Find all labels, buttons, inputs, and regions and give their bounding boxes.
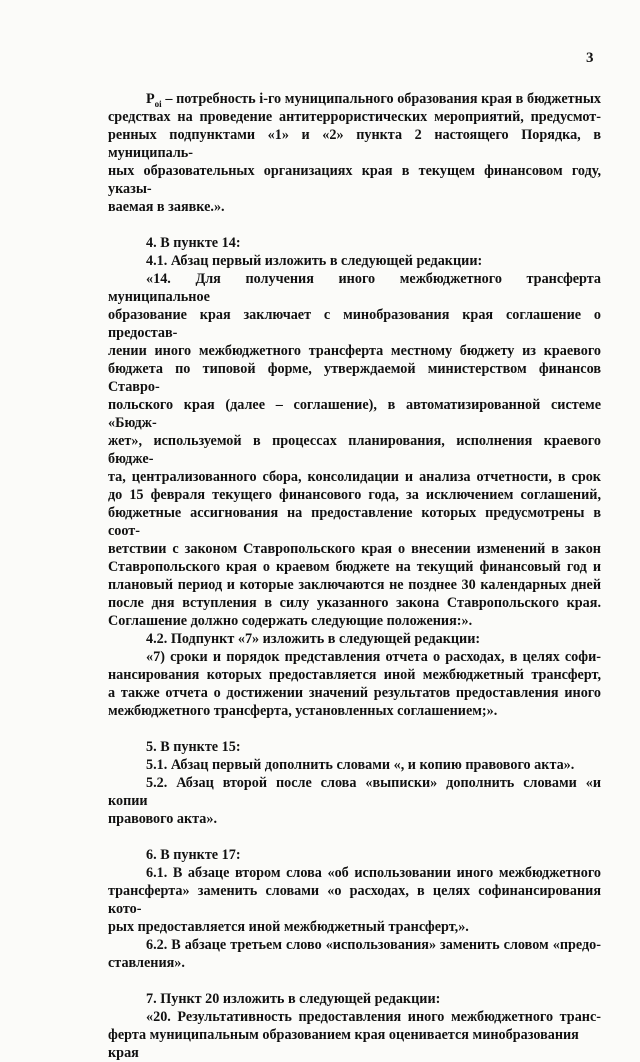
text-line: межбюджетного трансферта, установленных соглашением;». [108,703,498,719]
text-line: 6.2. В абзаце третьем слово «использования» заменить словом «предо- [146,937,601,953]
text-line: нансирования которых предоставляется иной межбюджетный трансферт, [108,667,601,683]
paragraph [108,846,601,864]
text-line: ренных подпунктами «1» и «2» пункта 2 настоящего Порядка, в муниципаль- [108,127,601,161]
text-line: средствах на проведение антитеррористических мероприятий, предусмот- [108,109,601,125]
paragraph-gap [108,828,601,846]
text-line: 5. В пункте 15: [146,739,241,755]
text-line: лении иного межбюджетного трансферта местному бюджету из краевого [108,343,601,359]
text-line: 5.2. Абзац второй после слова «выписки» дополнить словами «и копии [108,775,601,809]
paragraph [108,270,601,630]
document-body [108,90,601,1062]
text-line: «20. Результативность предоставления иного межбюджетного транс- [146,1009,601,1025]
text-line: ставления». [108,955,185,971]
paragraph-gap [108,972,601,990]
text-line: «7) сроки и порядок представления отчета о расходах, в целях софи- [146,649,601,665]
page-number: 3 [586,50,594,66]
text-line [108,90,601,108]
text-line: Ставропольского края о краевом бюджете на текущий финансовый год и [108,559,601,575]
text-line: 6.1. В абзаце втором слова «об использовании иного межбюджетного [146,865,601,881]
paragraph [108,234,601,252]
text-line: Соглашение должно содержать следующие положения:». [108,613,473,629]
paragraph [108,756,601,774]
text-line: а также отчета о достижении значений результатов предоставления иного [108,685,601,701]
text-line: ветствии с законом Ставропольского края о внесении изменений в закон [108,541,601,557]
text-line: 4. В пункте 14: [146,235,241,251]
text-line: «14. Для получения иного межбюджетного трансферта муниципальное [108,271,601,305]
text-line: жет», используемой в процессах планирования, исполнения краевого бюдже- [108,433,601,467]
text-span: – потребность i-го муниципального образования края в бюджетных [161,91,601,107]
paragraph [108,252,601,270]
paragraph [108,774,601,828]
paragraph [108,630,601,648]
text-line: ных образовательных организациях края в текущем финансовом году, указы- [108,163,601,197]
text-line: 7. Пункт 20 изложить в следующей редакции: [146,991,441,1007]
text-line: правового акта». [108,811,217,827]
paragraph [108,936,601,972]
paragraph [108,990,601,1008]
text-line: бюджета по типовой форме, утверждаемой министерством финансов Ставро- [108,361,601,395]
text-line: 5.1. Абзац первый дополнить словами «, и копию правового акта». [146,757,575,773]
text-line: ферта муниципальным образованием края оценивается минобразования края [108,1027,579,1061]
text-line: польского края (далее – соглашение), в автоматизированной системе «Бюдж- [108,397,601,431]
paragraph [108,864,601,936]
paragraph [108,648,601,720]
paragraph-gap [108,720,601,738]
text-line: плановый период и которые заключаются не позднее 30 календарных дней [108,577,601,593]
text-line: 6. В пункте 17: [146,847,241,863]
paragraph [108,1008,601,1062]
text-line: 4.1. Абзац первый изложить в следующей редакции: [146,253,483,269]
paragraph-gap [108,216,601,234]
text-line: до 15 февраля текущего финансового года, за исключением соглашений, [108,487,601,503]
text-line: трансферта» заменить словами «о расходах, в целях софинансирования кото- [108,883,601,917]
text-line: ваемая в заявке.». [108,199,225,215]
text-line: бюджетные ассигнования на предоставление которых предусмотрены в соот- [108,505,601,539]
text-line: та, централизованного сбора, консолидации и анализа отчетности, в срок [108,469,601,485]
text-line: рых предоставляется иной межбюджетный трансферт,». [108,919,469,935]
text-line: 4.2. Подпункт «7» изложить в следующей редакции: [146,631,481,647]
text-line: образование края заключает с минобразования края соглашение о предостав- [108,307,601,341]
variable-subscript: oi [154,98,162,109]
paragraph [108,738,601,756]
paragraph [108,90,601,216]
text-line: после дня вступления в силу указанного закона Ставропольского края. [108,595,601,611]
variable-symbol: P [146,91,155,107]
